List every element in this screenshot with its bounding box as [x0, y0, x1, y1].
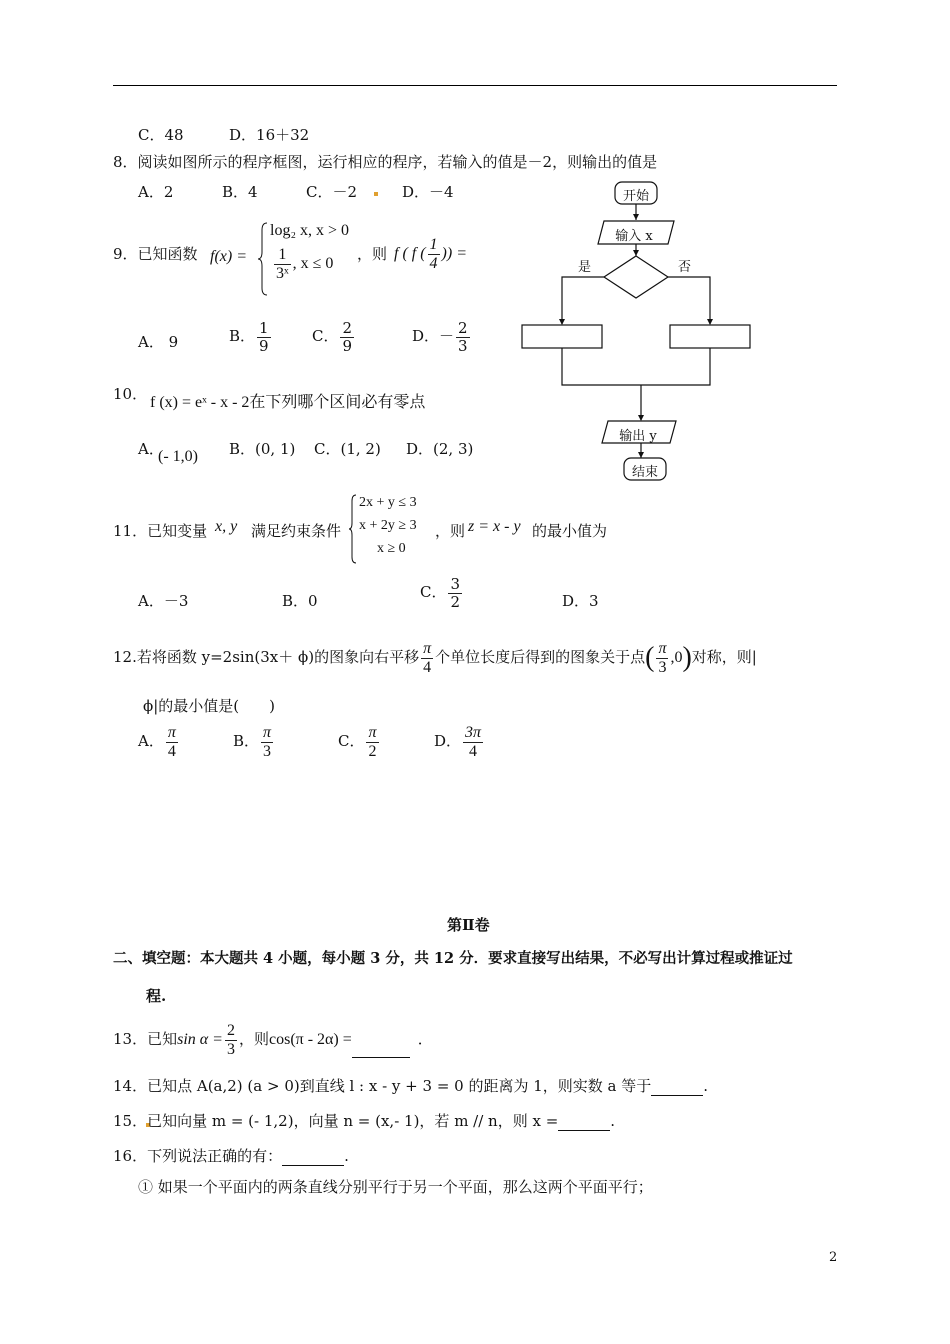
q16-answer-blank[interactable] — [282, 1151, 344, 1166]
q11-option-c-num: 3 — [450, 575, 461, 593]
q10-option-a-label: A． — [138, 440, 164, 458]
q12-line1 — [113, 640, 757, 676]
q9-option-b — [229, 320, 273, 354]
q8-option-b: B．4 — [222, 183, 258, 201]
q12-option-b-den: 3 — [263, 742, 272, 760]
q15 — [113, 1110, 615, 1131]
q11-constraint-1: 2x + y ≤ 3 — [359, 495, 417, 510]
flowchart-yes-label: 是 — [578, 260, 592, 275]
q9-option-b-label: B． — [229, 327, 256, 345]
q12-option-d-den: 4 — [469, 742, 478, 760]
q12-pt-num: π — [658, 640, 667, 657]
q11-constraint-3: x ≥ 0 — [377, 541, 406, 556]
flowchart-left-box — [522, 325, 602, 348]
q16-end: . — [344, 1147, 349, 1165]
q12-shift-den: 4 — [423, 658, 432, 676]
q9-option-d — [412, 320, 472, 354]
q11-option-c — [420, 576, 464, 610]
flowchart-right-box — [670, 325, 750, 348]
q9-expr-num: 1 — [429, 236, 438, 253]
q7-option-c: C．48 — [138, 126, 184, 144]
q12-option-d-num: 3π — [465, 724, 482, 741]
q12-point: ( — [645, 642, 655, 674]
q9-case2-den: 3ˣ — [276, 264, 289, 282]
q9-option-d-label: D．－ — [412, 327, 455, 345]
q9-brace — [258, 222, 268, 296]
q12-option-c-label: C． — [338, 732, 365, 751]
flowchart-input-label: 输入 x — [615, 229, 653, 244]
q12-option-c — [338, 724, 381, 760]
q12-option-a-den: 4 — [167, 742, 176, 760]
q12-shift-num: π — [423, 640, 432, 657]
q9-then: ，则 — [357, 245, 388, 263]
flowchart-decision — [604, 256, 668, 298]
q13-end: ． — [417, 1030, 433, 1049]
q14-text: 14．已知点 A(a,2) (a > 0)到直线 l : x - y + 3 = 0 的距离为 1，则实数 a 等于 — [113, 1077, 652, 1095]
q11-option-c-den: 2 — [450, 592, 461, 611]
q10-option-d: D．(2, 3) — [406, 440, 474, 458]
flowchart-output-label: 输出 y — [619, 429, 657, 444]
marker-dot — [374, 192, 378, 196]
q14 — [113, 1075, 708, 1096]
flowchart-end-label: 结束 — [631, 465, 658, 480]
q12-point-close: ) — [682, 642, 692, 674]
q12-pt-rest: ,0 — [670, 649, 683, 667]
q12-option-b-num: π — [263, 724, 272, 741]
q11-option-a: A．－3 — [138, 592, 189, 610]
flowchart-no-label: 否 — [678, 260, 692, 275]
q10-option-a: (- 1,0) — [158, 448, 198, 465]
q8-option-c: C．－2 — [306, 183, 358, 201]
q13-num: 2 — [226, 1022, 235, 1039]
q15-end: . — [610, 1112, 616, 1130]
q9-option-c-den: 9 — [342, 336, 353, 355]
q7-option-d: D．16＋32 — [229, 126, 310, 144]
q9-option-a: A． 9 — [138, 333, 179, 351]
q15-text: 15．已知向量 m = (- 1,2)，向量 n = (x,- 1)，若 m // n，则 x = — [113, 1112, 559, 1130]
section2-heading: 二、填空题：本大题共 4 小题，每小题 3 分，共 12 分．要求直接写出结果，不必写出计算过程或推证过 — [113, 950, 793, 967]
q12-stem2: 个单位长度后得到的图象关于点 — [435, 648, 646, 667]
flowchart-start-label: 开始 — [622, 189, 649, 204]
q13 — [113, 1022, 433, 1058]
q9-expr-pre: f ( f ( — [394, 244, 426, 262]
q9-case2-cond: , x ≤ 0 — [292, 254, 334, 272]
q9-fx: f(x) = — [210, 248, 247, 265]
q12-option-c-num: π — [368, 724, 377, 741]
q9-expr-post: )) = — [441, 244, 467, 262]
q13-answer-blank[interactable] — [352, 1043, 410, 1058]
section2-title: 第Ⅱ卷 — [447, 916, 490, 934]
q8-stem: 8．阅读如图所示的程序框图，运行相应的程序，若输入的值是－2，则输出的值是 — [113, 153, 658, 171]
q9-case1: log₂ x, x > 0 — [270, 222, 350, 239]
q14-answer-blank[interactable] — [651, 1081, 703, 1096]
q9-option-b-den: 9 — [259, 336, 269, 355]
q11-mid: 满足约束条件 — [251, 522, 342, 540]
header-rule — [113, 85, 837, 86]
q11-option-b: B．0 — [282, 592, 318, 610]
q9-option-c-label: C． — [312, 327, 339, 345]
q9-case2 — [272, 246, 333, 282]
q9-case2-num: 1 — [274, 246, 291, 265]
q8-option-a: A．2 — [138, 183, 174, 201]
q11-option-c-label: C． — [420, 583, 447, 601]
q12-stem1: 12.若将函数 y=2sin(3x＋ ϕ)的图象向右平移 — [113, 648, 420, 667]
q9-option-d-den: 3 — [458, 336, 468, 355]
q11-vars: x, y — [215, 518, 238, 535]
q9-option-b-num: 1 — [259, 319, 269, 337]
q13-expr: cos(π - 2α) = — [268, 1031, 352, 1049]
q10-option-b: B．(0, 1) — [229, 440, 296, 458]
q12-option-b-label: B． — [233, 732, 260, 751]
q11-then: ，则 — [435, 522, 466, 540]
q9-option-c — [312, 320, 356, 354]
q16-text: 16．下列说法正确的有： — [113, 1147, 283, 1165]
q13-mid: ，则 — [238, 1030, 269, 1049]
q9-option-c-num: 2 — [342, 319, 353, 337]
q11-constraint-2: x + 2y ≥ 3 — [359, 518, 417, 533]
q13-den: 3 — [226, 1040, 235, 1058]
q12-option-b — [233, 724, 275, 760]
page-number: 2 — [829, 1250, 838, 1265]
section2-heading-cont: 程. — [146, 987, 167, 1005]
q9-stem: 9．已知函数 — [113, 245, 198, 263]
q11-brace — [349, 494, 357, 564]
q14-end: . — [703, 1077, 709, 1095]
q12-option-a-num: π — [167, 724, 176, 741]
q12-option-c-den: 2 — [368, 742, 377, 760]
q12-stem3: 对称，则| — [691, 648, 757, 667]
q12-option-a-label: A． — [138, 732, 164, 751]
q16 — [113, 1145, 349, 1166]
q9-option-d-num: 2 — [458, 319, 468, 337]
q11-stem: 11．已知变量 — [113, 522, 208, 540]
q11-z: z = x - y — [468, 518, 521, 535]
q12-line2: ϕ|的最小值是( ) — [143, 697, 275, 715]
q16-item-1: ① 如果一个平面内的两条直线分别平行于另一个平面，那么这两个平面平行； — [138, 1178, 653, 1196]
q12-option-d — [434, 724, 485, 760]
q11-end: 的最小值为 — [532, 522, 608, 540]
q12-option-d-label: D． — [434, 732, 462, 751]
q10-option-c: C．(1, 2) — [314, 440, 381, 458]
q11-option-d: D．3 — [562, 592, 599, 610]
q8-option-d: D．－4 — [402, 183, 454, 201]
q9-expression — [394, 236, 467, 272]
q13-sin: sin α = — [177, 1031, 223, 1049]
q12-option-a — [138, 724, 180, 760]
q12-pt-den: 3 — [658, 658, 667, 676]
q10-stem: f (x) = eˣ - x - 2在下列哪个区间必有零点 — [150, 394, 426, 411]
q10-number: 10． — [113, 385, 148, 403]
q15-answer-blank[interactable] — [558, 1116, 610, 1131]
q9-expr-den: 4 — [429, 254, 438, 272]
q13-pre: 13．已知 — [113, 1030, 178, 1049]
